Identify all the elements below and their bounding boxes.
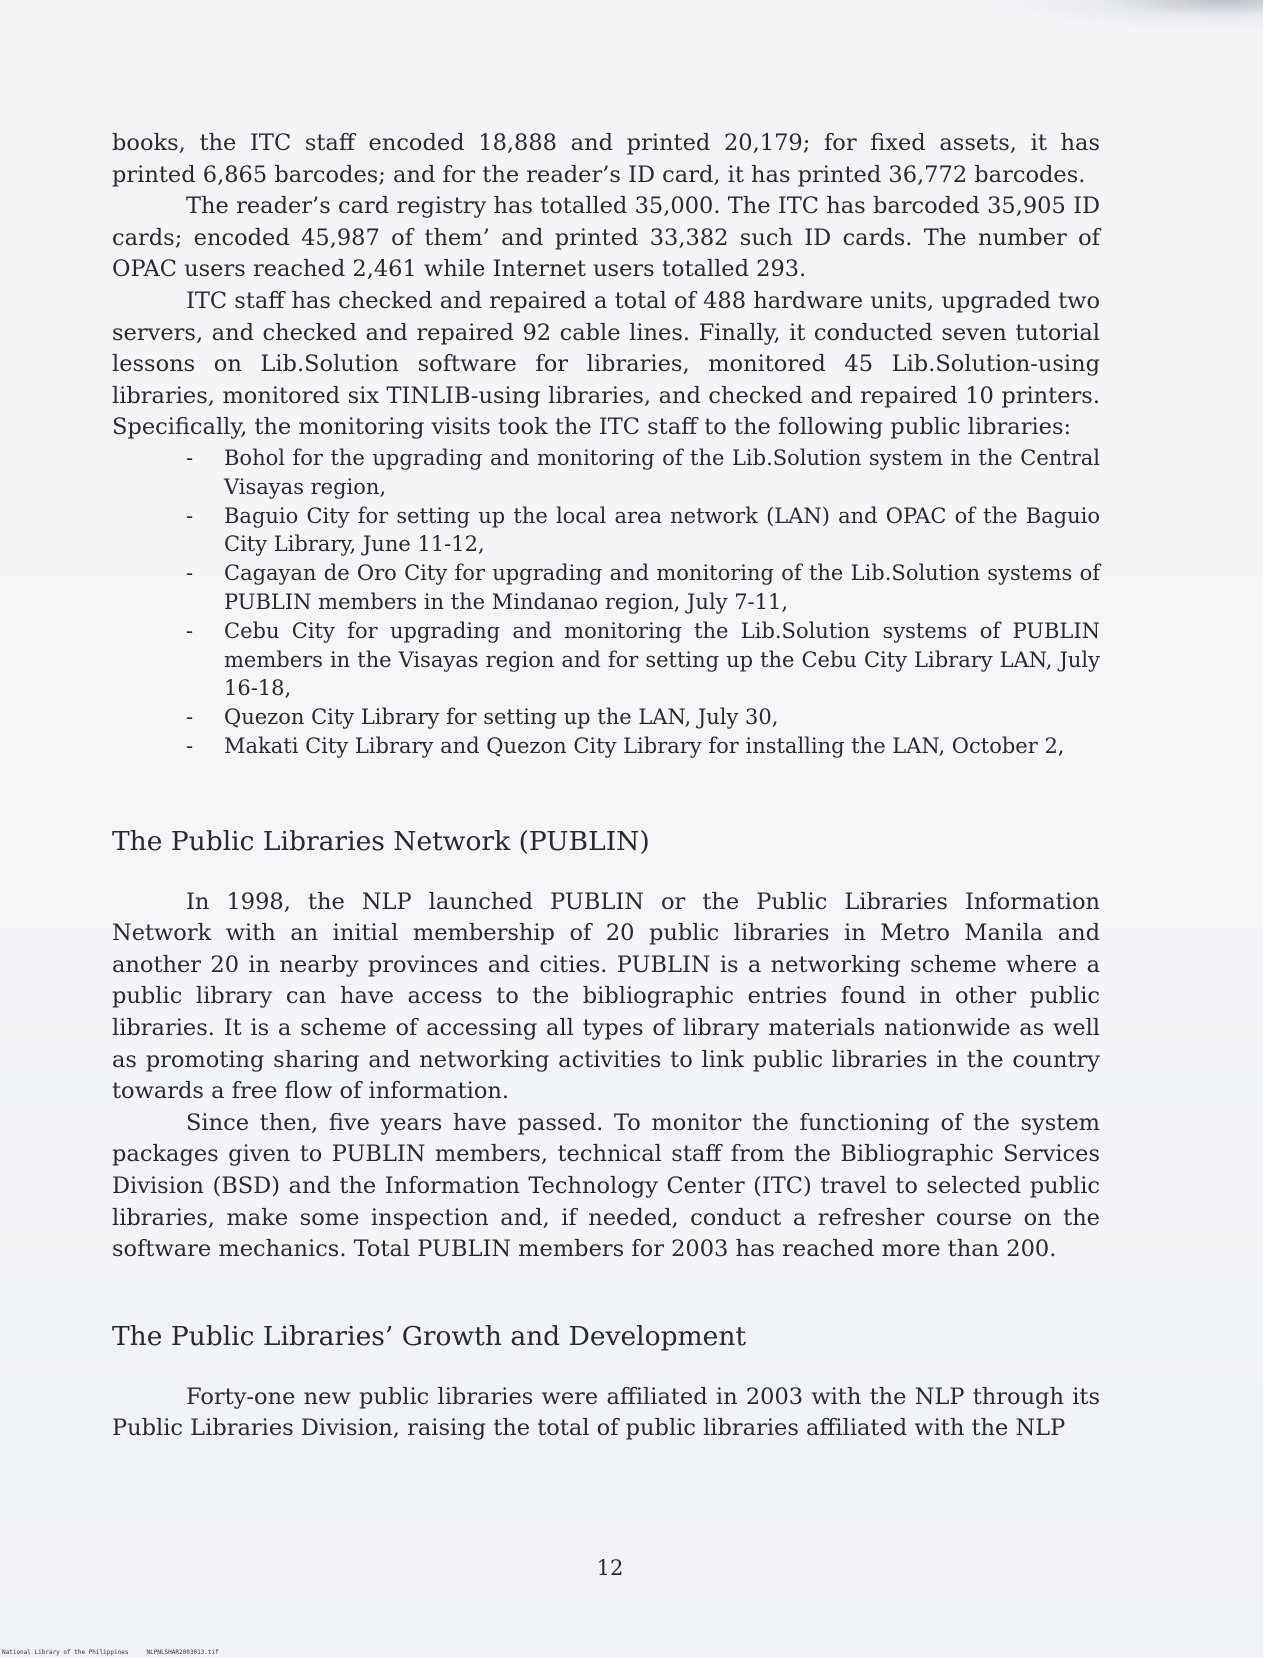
page-content <box>112 128 1100 1445</box>
heading-publin: The Public Libraries Network (PUBLIN) <box>112 825 650 857</box>
list-item: - Cagayan de Oro City for upgrading and monitoring of the Lib.Solution systems of PUBLIN members in the Mindanao region, July 7-11, <box>224 559 1100 617</box>
list-item: - Makati City Library and Quezon City Library for installing the LAN, October 2, <box>224 732 1100 761</box>
list-item: - Cebu City for upgrading and monitoring the Lib.Solution systems of PUBLIN members in the Visayas region and for setting up the Cebu City Library LAN, July 16-18, <box>224 617 1100 703</box>
paragraph-publin-launch: In 1998, the NLP launched PUBLIN or the Public Libraries Information Network with an initial membership of 20 public libraries in Metro Manila and another 20 in nearby provinces and cities. PUBLIN is a networking scheme where a public library can have access to the bibliographic entries found in other public libraries. It is a scheme of accessing all types of library materials nationwide as well as promoting sharing and networking activities to link public libraries in the country towards a free flow of information. <box>112 888 1100 1105</box>
heading-growth: The Public Libraries’ Growth and Development <box>112 1320 747 1352</box>
scan-footer <box>2 1649 219 1656</box>
page-number: 12 <box>596 1556 624 1580</box>
footer-source: National Library of the Philippines <box>2 1649 129 1656</box>
paragraph-itc-repairs: ITC staff has checked and repaired a total of 488 hardware units, upgraded two servers, and checked and repaired 92 cable lines. Finally, it conducted seven tutorial lessons on Lib.Solution software for libraries, monitored 45 Lib.Solution-using libraries, monitored six TINLIB-using libraries, and checked and repaired 10 printers. Specifically, the monitoring visits took the ITC staff to the following public libraries: <box>112 287 1100 441</box>
paragraph-publin-monitoring: Since then, five years have passed. To monitor the functioning of the system packages given to PUBLIN members, technical staff from the Bibliographic Services Division (BSD) and the Information Technology Center (ITC) travel to selected public libraries, make some inspection and, if needed, conduct a refresher course on the software mechanics. Total PUBLIN members for 2003 has reached more than 200. <box>112 1109 1100 1263</box>
paragraph-growth: Forty-one new public libraries were affiliated in 2003 with the NLP through its Public Libraries Division, raising the total of public libraries affiliated with the NLP <box>112 1383 1100 1442</box>
paragraph-barcodes: books, the ITC staff encoded 18,888 and printed 20,179; for fixed assets, it has printed 6,865 barcodes; and for the reader’s ID card, it has printed 36,772 barcodes. <box>112 130 1100 188</box>
scan-shadow <box>1003 0 1263 30</box>
paragraph-reader-cards: The reader’s card registry has totalled 35,000. The ITC has barcoded 35,905 ID cards; encoded 45,987 of them’ and printed 33,382 such ID cards. The number of OPAC users reached 2,461 while Internet users totalled 293. <box>112 193 1100 283</box>
list-item: - Baguio City for setting up the local area network (LAN) and OPAC of the Baguio City Library, June 11-12, <box>224 502 1100 560</box>
list-item: - Quezon City Library for setting up the LAN, July 30, <box>224 703 1100 732</box>
monitoring-visits-list <box>112 444 1100 761</box>
list-item: - Bohol for the upgrading and monitoring of the Lib.Solution system in the Central Visayas region, <box>224 444 1100 502</box>
footer-filename: NLPNLSHAR2003013.tif <box>146 1649 219 1656</box>
